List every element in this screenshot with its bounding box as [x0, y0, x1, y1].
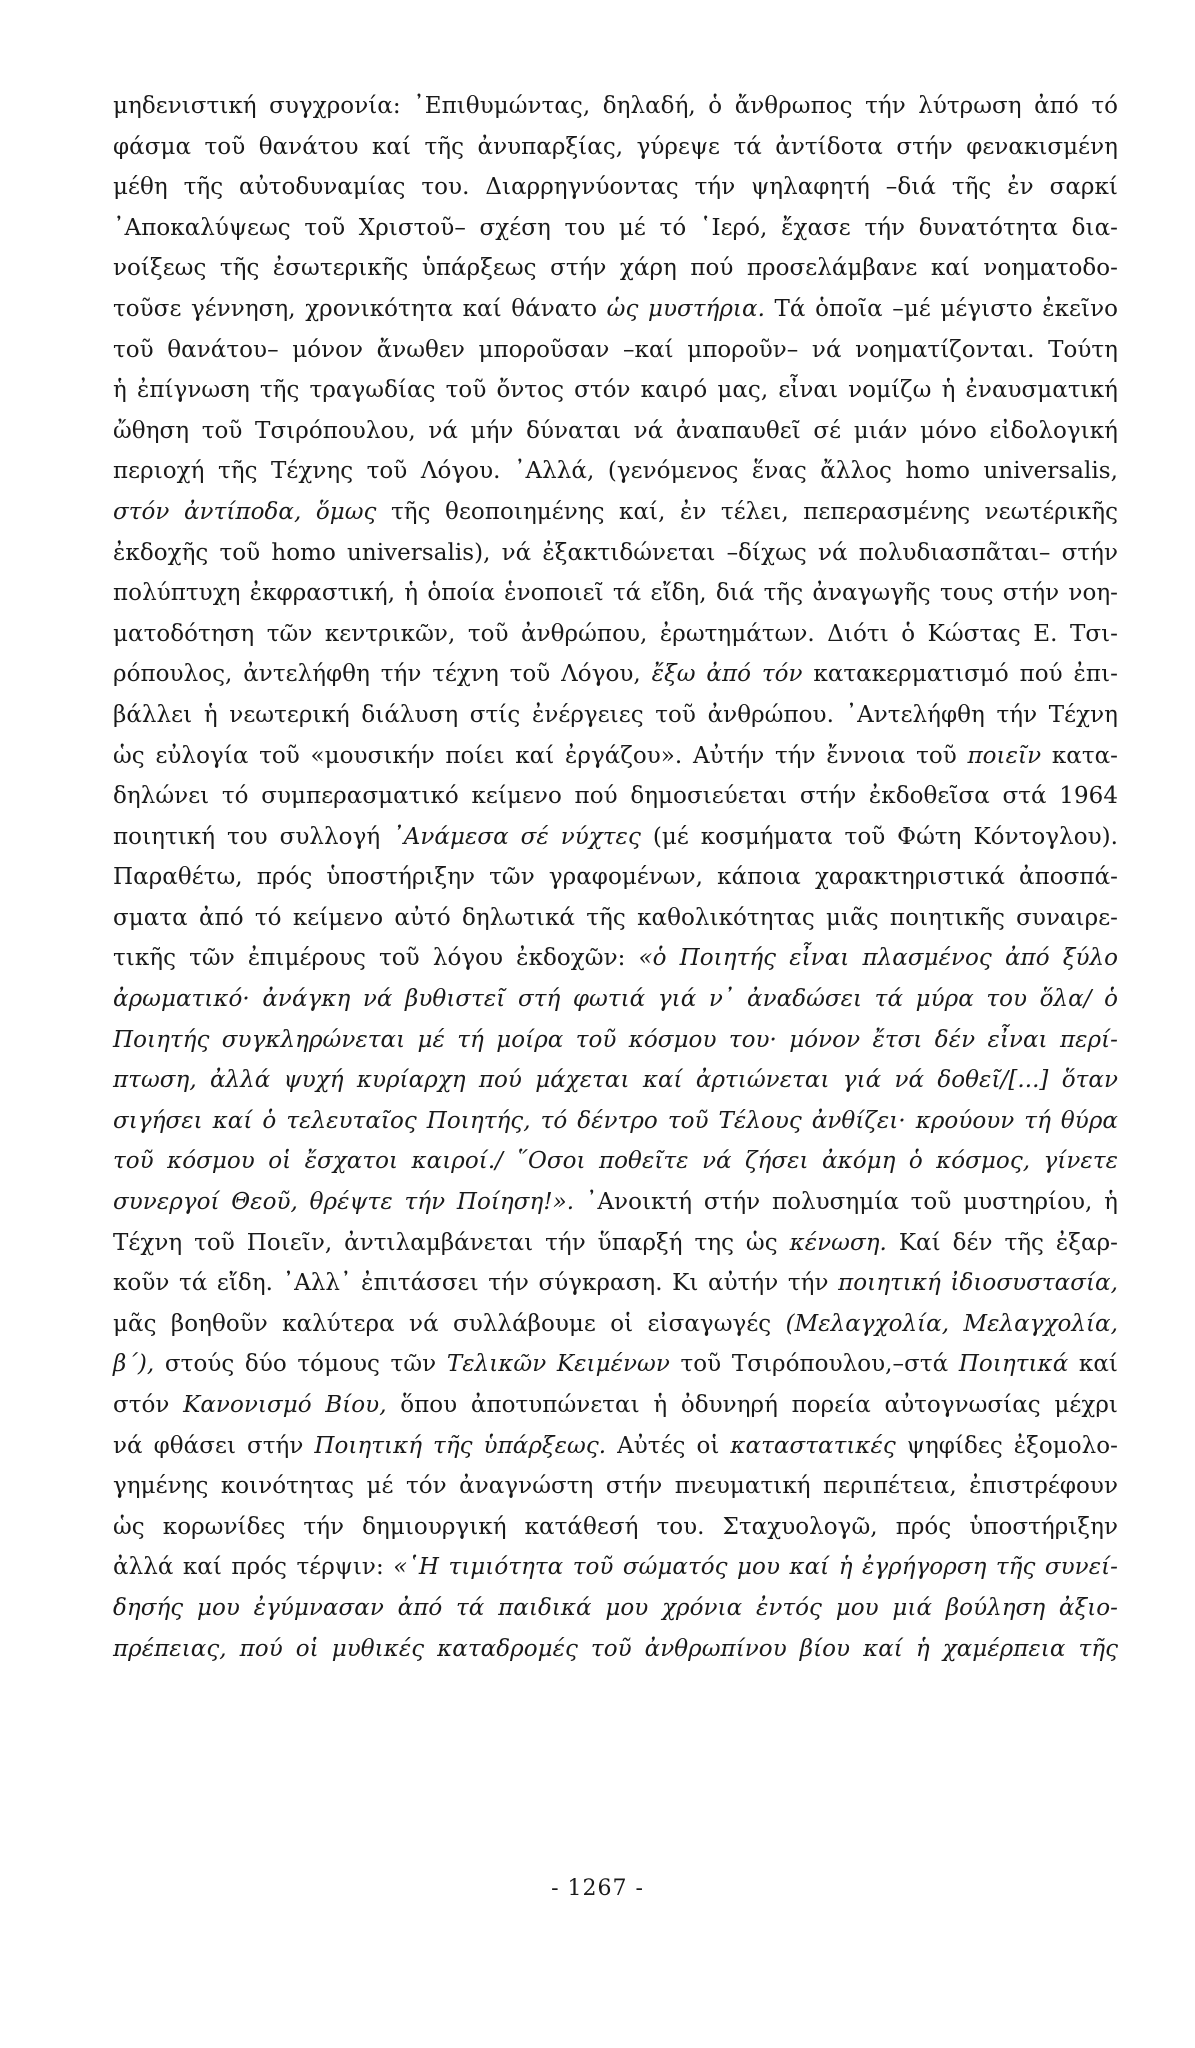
- text-line: [113, 1385, 1118, 1426]
- text-line: [113, 1182, 1118, 1223]
- text-run: βάλλει ἡ νεωτερική διάλυση στίς ἐνέργειες τοῦ ἀνθρώπου. ᾽Αντελήφθη τήν Τέχνη: [113, 701, 1118, 728]
- text-line: [113, 370, 1118, 411]
- italic-text: Ποιητικά: [958, 1351, 1069, 1378]
- italic-text: «῾Η τιμιότητα τοῦ σώματός μου καί ἡ ἐγρήγορση τῆς συνεί-: [393, 1554, 1118, 1581]
- italic-text: Ποιητική τῆς ὑπάρξεως.: [314, 1432, 607, 1459]
- text-line: [113, 86, 1118, 127]
- text-run: (μέ κοσμήματα τοῦ Φώτη Κόντογλου).: [640, 823, 1119, 850]
- text-line: [113, 857, 1118, 898]
- text-run: στόν: [113, 1392, 184, 1418]
- text-line: [113, 1426, 1118, 1467]
- text-run: μηδενιστική συγχρονία: ᾽Επιθυμώντας, δηλαδή, ὁ ἄνθρωπος τήν λύτρωση ἀπό τό: [113, 93, 1118, 119]
- text-line: [113, 817, 1118, 858]
- text-line: [113, 979, 1118, 1020]
- text-run: ἀλλά καί πρός τέρψιν:: [113, 1554, 394, 1581]
- text-run: νά φθάσει στήν: [113, 1432, 315, 1459]
- text-run: δηλώνει τό συμπερασματικό κείμενο πού δημοσιεύεται στήν ἐκδοθεῖσα στά 1964: [113, 783, 1118, 810]
- text-run: καί: [1068, 1351, 1118, 1378]
- text-run: κοῦν τά εἴδη. ᾽Αλλ᾽ ἐπιτάσσει τήν σύγκραση. Κι αὐτήν τήν: [113, 1270, 839, 1297]
- text-line: [113, 1507, 1118, 1548]
- text-line: [113, 1060, 1118, 1101]
- text-run: ᾽Αποκαλύψεως τοῦ Χριστοῦ– σχέση του μέ τό ῾Ιερό, ἔχασε τήν δυνατότητα δια-: [113, 214, 1118, 241]
- text-line: [113, 1141, 1118, 1182]
- text-line: [113, 167, 1118, 208]
- text-run: τικῆς τῶν ἐπιμέρους τοῦ λόγου ἐκδοχῶν:: [113, 945, 639, 972]
- italic-text: πτωση, ἀλλά ψυχή κυρίαρχη πού μάχεται καί ἀρτιώνεται γιά νά δοθεῖ/[...] ὅταν: [113, 1067, 1118, 1094]
- text-run: στούς δύο τόμους τῶν: [154, 1351, 447, 1378]
- text-run: πολύπτυχη ἐκφραστική, ἡ ὁποία ἑνοποιεῖ τά εἴδη, διά τῆς ἀναγωγῆς τους στήν νοη-: [113, 580, 1118, 607]
- text-line: [113, 573, 1118, 614]
- italic-text: β´),: [113, 1351, 155, 1378]
- text-run: τοῦ θανάτου– μόνον ἄνωθεν μποροῦσαν –καί μποροῦν– νά νοηματίζονται. Τούτη: [113, 336, 1118, 363]
- italic-text: τοῦ κόσμου οἱ ἔσχατοι καιροί./ ῞Οσοι ποθεῖτε νά ζήσει ἀκόμη ὁ κόσμος, γίνετε: [113, 1148, 1118, 1175]
- text-run: ᾽Ανοικτή στήν πολυσημία τοῦ μυστηρίου, ἡ: [574, 1189, 1118, 1216]
- text-line: [113, 127, 1118, 168]
- text-line: [113, 1466, 1118, 1507]
- italic-text: κένωση.: [789, 1229, 887, 1256]
- text-run: Παραθέτω, πρός ὑποστήριξην τῶν γραφομένων, κάποια χαρακτηριστικά ἀποσπά-: [113, 864, 1118, 891]
- text-run: Αὐτές οἱ: [606, 1432, 731, 1459]
- text-run: φάσμα τοῦ θανάτου καί τῆς ἀνυπαρξίας, γύρεψε τά ἀντίδοτα στήν φενακισμένη: [113, 133, 1118, 160]
- text-run: Τέχνη τοῦ Ποιεῖν, ἀντιλαμβάνεται τήν ὕπαρξή της ὡς: [113, 1229, 790, 1256]
- text-line: [113, 411, 1118, 452]
- text-run: σματα ἀπό τό κείμενο αὐτό δηλωτικά τῆς καθολικότητας μιᾶς ποιητικῆς συναιρε-: [113, 904, 1118, 931]
- text-line: [113, 451, 1118, 492]
- text-line: [113, 736, 1118, 777]
- text-line: [113, 898, 1118, 939]
- text-line: [113, 654, 1118, 695]
- italic-text: ποιεῖν: [967, 742, 1042, 769]
- body-text: [113, 86, 1118, 1669]
- text-run: μέθη τῆς αὐτοδυναμίας του. Διαρρηγνύοντας τήν ψηλαφητή –διά τῆς ἐν σαρκί: [113, 174, 1118, 201]
- text-run: ἡ ἐπίγνωση τῆς τραγωδίας τοῦ ὄντος στόν καιρό μας, εἶναι νομίζω ἡ ἐναυσματική: [113, 377, 1118, 404]
- italic-text: καταστατικές: [730, 1432, 896, 1459]
- text-run: νοίξεως τῆς ἐσωτερικῆς ὑπάρξεως στήν χάρη πού προσελάμβανε καί νοηματοδο-: [113, 255, 1118, 282]
- text-run: ὡς εὐλογία τοῦ «μουσικήν ποίει καί ἐργάζου». Αὐτήν τήν ἔννοια τοῦ: [113, 742, 968, 769]
- text-line: [113, 1101, 1118, 1142]
- text-line: [113, 248, 1118, 289]
- text-run: ρόπουλος, ἀντελήφθη τήν τέχνη τοῦ Λόγου,: [113, 661, 652, 688]
- text-line: [113, 533, 1118, 574]
- text-line: [113, 330, 1118, 371]
- text-run: κατα-: [1041, 742, 1118, 769]
- italic-text: στόν ἀντίποδα, ὅμως: [113, 498, 377, 525]
- italic-text: ποιητική ἰδιοσυστασία,: [838, 1270, 1118, 1297]
- text-line: [113, 614, 1118, 655]
- text-line: [113, 492, 1118, 533]
- text-run: Καί δέν τῆς ἐξαρ-: [886, 1229, 1118, 1256]
- text-run: τῆς θεοποιημένης καί, ἐν τέλει, πεπερασμένης νεωτέρικῆς: [376, 498, 1119, 525]
- text-run: ματοδότηση τῶν κεντρικῶν, τοῦ ἀνθρώπου, ἐρωτημάτων. Διότι ὁ Κώστας Ε. Τσι-: [113, 620, 1118, 647]
- text-run: ὅπου ἀποτυπώνεται ἡ ὀδυνηρή πορεία αὐτογνωσίας μέχρι: [386, 1392, 1118, 1418]
- text-run: μᾶς βοηθοῦν καλύτερα νά συλλάβουμε οἱ εἰσαγωγές: [113, 1310, 786, 1337]
- text-line: [113, 289, 1118, 330]
- text-run: ποιητική του συλλογή: [113, 823, 393, 850]
- text-line: [113, 1304, 1118, 1345]
- italic-text: «ὁ Ποιητής εἶναι πλασμένος ἀπό ξύλο: [638, 945, 1118, 972]
- text-run: Τά ὁποῖα –μέ μέγιστο ἐκεῖνο: [764, 295, 1118, 322]
- text-run: κατακερματισμό πού ἐπι-: [802, 661, 1118, 688]
- text-run: ἐκδοχῆς τοῦ homo universalis), νά ἐξακτιδώνεται –δίχως νά πολυδιασπᾶται– στήν: [113, 539, 1118, 566]
- italic-text: ἀρωματικό· ἀνάγκη νά βυθιστεῖ στή φωτιά γιά ν᾽ ἀναδώσει τά μύρα του ὅλα/ ὁ: [113, 986, 1118, 1013]
- italic-text: συνεργοί Θεοῦ, θρέψτε τήν Ποίηση!».: [113, 1189, 575, 1216]
- italic-text: ἔξω ἀπό τόν: [651, 661, 803, 688]
- italic-text: δησής μου ἐγύμνασαν ἀπό τά παιδικά μου χρόνια ἐντός μου μιά βούληση ἀξιο-: [113, 1594, 1118, 1621]
- text-line: [113, 1020, 1118, 1061]
- text-line: [113, 1629, 1118, 1670]
- italic-text: (Μελαγχολία, Μελαγχολία,: [785, 1310, 1118, 1337]
- italic-text: σιγήσει καί ὁ τελευταῖος Ποιητής, τό δέντρο τοῦ Τέλους ἀνθίζει· κρούουν τή θύρα: [113, 1107, 1118, 1134]
- text-line: [113, 776, 1118, 817]
- italic-text: ὡς μυστήρια.: [606, 295, 765, 322]
- text-run: ψηφίδες ἐξομολο-: [895, 1432, 1119, 1459]
- text-line: [113, 1547, 1118, 1588]
- text-run: γημένης κοινότητας μέ τόν ἀναγνώστη στήν πνευματική περιπέτεια, ἐπιστρέφουν: [113, 1473, 1118, 1500]
- text-line: [113, 1223, 1118, 1264]
- text-line: [113, 208, 1118, 249]
- text-run: τοῦσε γέννηση, χρονικότητα καί θάνατο: [113, 295, 607, 322]
- text-run: τοῦ Τσιρόπουλου,–στά: [669, 1351, 959, 1378]
- page-number: - 1267 -: [551, 1876, 644, 1901]
- italic-text: Ποιητής συγκληρώνεται μέ τή μοίρα τοῦ κόσμου του· μόνον ἔτσι δέν εἶναι περί-: [113, 1026, 1118, 1053]
- text-line: [113, 695, 1118, 736]
- text-run: περιοχή τῆς Τέχνης τοῦ Λόγου. ᾽Αλλά, (γενόμενος ἕνας ἄλλος homo universalis,: [113, 458, 1118, 485]
- text-run: ὤθηση τοῦ Τσιρόπουλου, νά μήν δύναται νά ἀναπαυθεῖ σέ μιάν μόνο εἰδολογική: [113, 417, 1118, 444]
- text-run: ὡς κορωνίδες τήν δημιουργική κατάθεσή του. Σταχυολογῶ, πρός ὑποστήριξην: [113, 1513, 1118, 1540]
- italic-text: ᾽Ανάμεσα σέ νύχτες: [392, 823, 641, 850]
- italic-text: Τελικῶν Κειμένων: [446, 1351, 670, 1378]
- text-line: [113, 1344, 1118, 1385]
- text-line: [113, 1588, 1118, 1629]
- italic-text: Κανονισμό Βίου,: [183, 1392, 387, 1418]
- italic-text: πρέπειας, πού οἱ μυθικές καταδρομές τοῦ ἀνθρωπίνου βίου καί ἡ χαμέρπεια τῆς: [113, 1635, 1118, 1662]
- text-line: [113, 1263, 1118, 1304]
- text-line: [113, 938, 1118, 979]
